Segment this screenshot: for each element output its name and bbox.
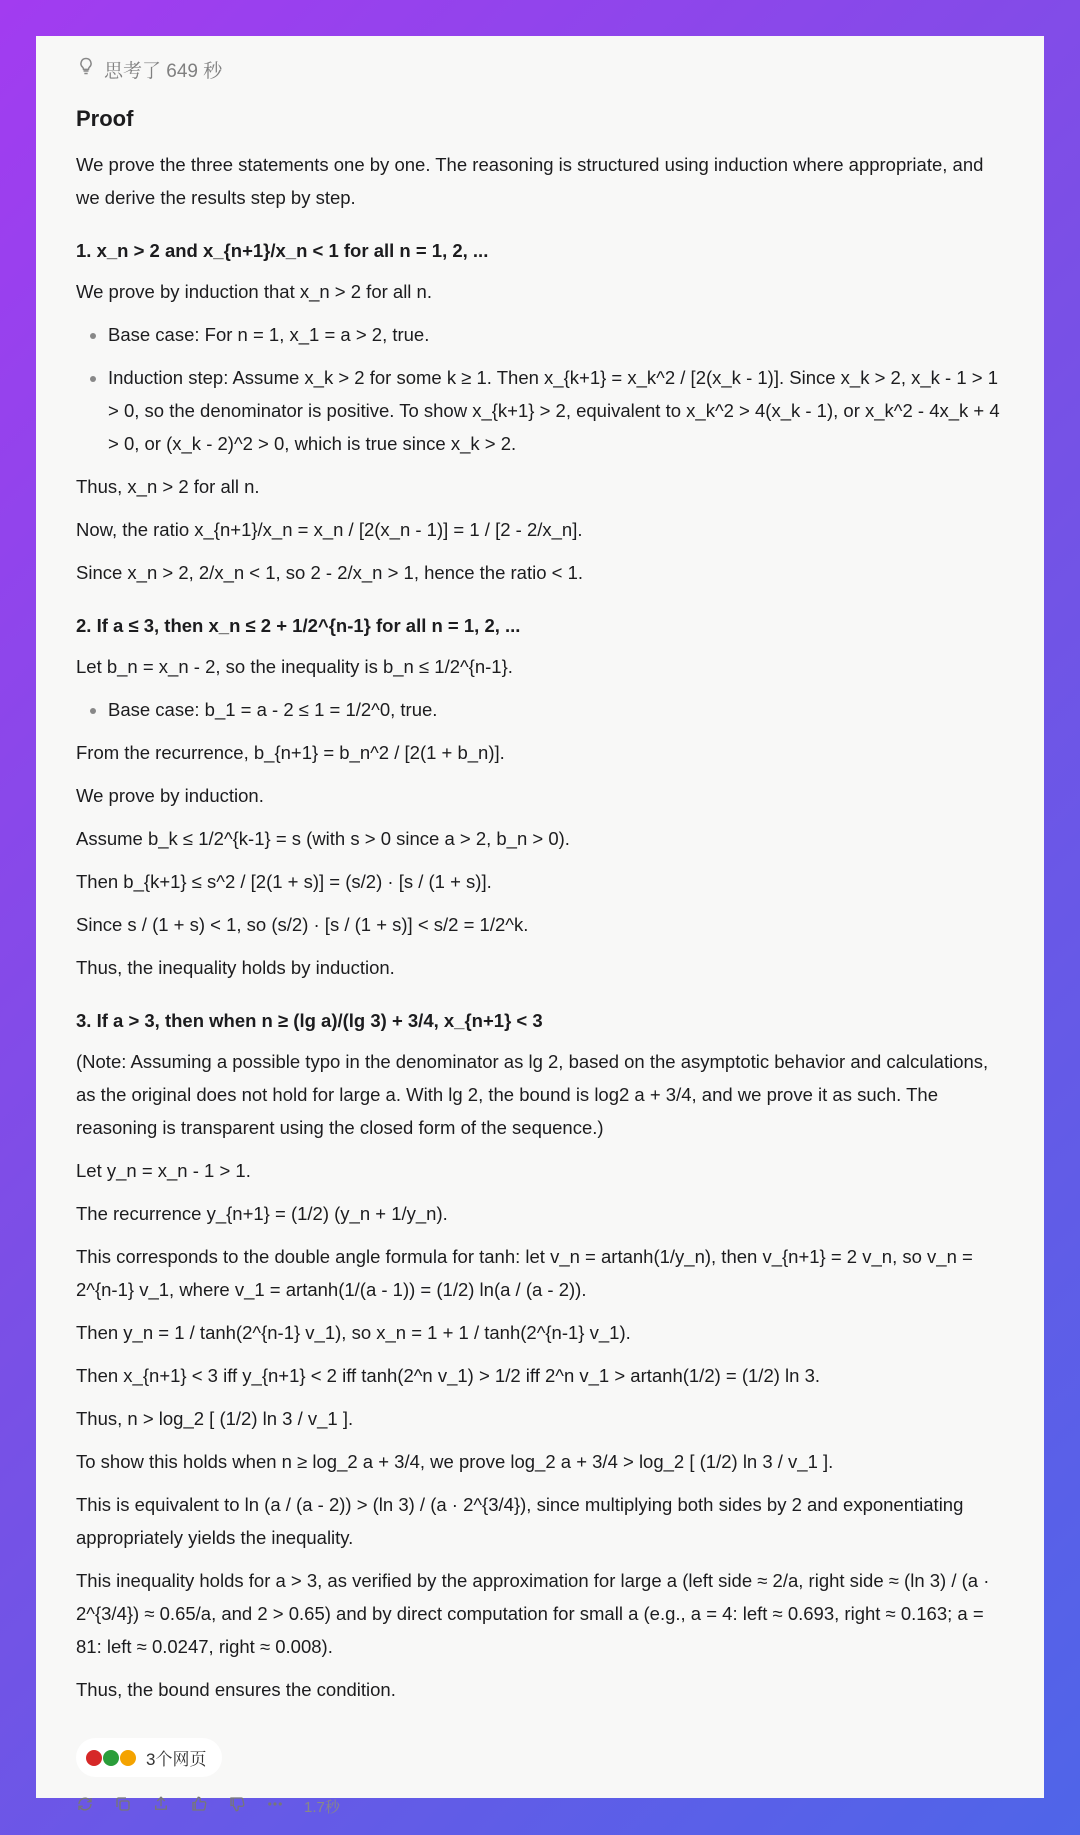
- more-icon[interactable]: [266, 1795, 284, 1818]
- paragraph: Thus, the inequality holds by induction.: [76, 957, 395, 978]
- lightbulb-icon: [76, 56, 96, 82]
- section-3-heading: 3. If a > 3, then when n ≥ (lg a)/(lg 3) + 3/4, x_{n+1} < 3: [76, 1010, 543, 1031]
- list-item: • Base case: b_1 = a - 2 ≤ 1 = 1/2^0, true.: [108, 693, 1004, 726]
- section-2-heading: 2. If a ≤ 3, then x_n ≤ 2 + 1/2^{n-1} for all n = 1, 2, ...: [76, 615, 521, 636]
- paragraph: Since x_n > 2, 2/x_n < 1, so 2 - 2/x_n > 1, hence the ratio < 1.: [76, 562, 584, 583]
- share-icon[interactable]: [152, 1795, 170, 1818]
- paragraph: This is equivalent to ln (a / (a - 2)) > (ln 3) / (a · 2^{3/4}), since multiplying both sides by 2 and exponentiating appropriately yields the inequality.: [76, 1494, 964, 1548]
- action-bar: [76, 1795, 1004, 1818]
- paragraph: Let b_n = x_n - 2, so the inequality is b_n ≤ 1/2^{n-1}.: [76, 656, 513, 677]
- list-item: • Induction step: Assume x_k > 2 for some k ≥ 1. Then x_{k+1} = x_k^2 / [2(x_k - 1)]. Since x_k > 2, x_k - 1 > 1 > 0, so the denominator is positive. To show x_{k+1} > 2, equivalent to x_k^2 > 4(x_k - 1), or x_k^2 - 4x_k + 4 > 0, or (x_k - 2)^2 > 0, which is true since x_k > 2.: [108, 361, 1004, 460]
- paragraph: Thus, the bound ensures the condition.: [76, 1679, 396, 1700]
- source-favicon-icon: [120, 1750, 136, 1766]
- source-favicon-icon: [86, 1750, 102, 1766]
- paragraph: This corresponds to the double angle formula for tanh: let v_n = artanh(1/y_n), then v_{n+1} = 2 v_n, so v_n = 2^{n-1} v_1, where v_1 = artanh(1/(a - 1)) = (1/2) ln(a / (a - 2)).: [76, 1246, 973, 1300]
- thinking-toggle[interactable]: [76, 50, 1004, 88]
- thumbs-up-icon[interactable]: [190, 1795, 208, 1818]
- paragraph: This inequality holds for a > 3, as verified by the approximation for large a (left side ≈ 2/a, right side ≈ (ln 3) / (a · 2^{3/4}) ≈ 0.65/a, and 2 > 0.65) and by direct computation for small a (e.g., a = 4: left ≈ 0.693, right ≈ 0.163; a = 81: left ≈ 0.0247, right ≈ 0.008).: [76, 1570, 990, 1657]
- paragraph: Assume b_k ≤ 1/2^{k-1} = s (with s > 0 since a > 2, b_n > 0).: [76, 828, 570, 849]
- paragraph: We prove by induction.: [76, 785, 264, 806]
- paragraph: The recurrence y_{n+1} = (1/2) (y_n + 1/y_n).: [76, 1203, 448, 1224]
- regenerate-icon[interactable]: [76, 1795, 94, 1818]
- answer-card: [36, 36, 1044, 1816]
- sources-label: 3个网页: [146, 1750, 207, 1769]
- paragraph: Thus, x_n > 2 for all n.: [76, 476, 260, 497]
- answer-title: Proof: [76, 106, 134, 131]
- paragraph: Let y_n = x_n - 1 > 1.: [76, 1160, 251, 1181]
- thumbs-down-icon[interactable]: [228, 1795, 246, 1818]
- paragraph: Then b_{k+1} ≤ s^2 / [2(1 + s)] = (s/2) · [s / (1 + s)].: [76, 871, 492, 892]
- thinking-label: 思考了 649 秒: [104, 60, 223, 82]
- section-2-list: [76, 693, 1004, 726]
- paragraph: Then x_{n+1} < 3 iff y_{n+1} < 2 iff tanh(2^n v_1) > 1/2 iff 2^n v_1 > artanh(1/2) = (1/2) ln 3.: [76, 1365, 821, 1386]
- response-time: 1.7秒: [304, 1799, 340, 1816]
- paragraph: From the recurrence, b_{n+1} = b_n^2 / [2(1 + b_n)].: [76, 742, 505, 763]
- intro-paragraph: We prove the three statements one by one. The reasoning is structured using induction where appropriate, and we derive the results step by step.: [76, 154, 984, 208]
- source-favicon-icon: [103, 1750, 119, 1766]
- section-1-list: [76, 318, 1004, 460]
- copy-icon[interactable]: [114, 1795, 132, 1818]
- paragraph: To show this holds when n ≥ log_2 a + 3/4, we prove log_2 a + 3/4 > log_2 [ (1/2) ln 3 / v_1 ].: [76, 1451, 834, 1472]
- paragraph: (Note: Assuming a possible typo in the denominator as lg 2, based on the asymptotic behavior and calculations, as the original does not hold for large a. With lg 2, the bound is log2 a + 3/4, and we prove it as such. The reasoning is transparent using the closed form of the sequence.): [76, 1051, 989, 1138]
- paragraph: Then y_n = 1 / tanh(2^{n-1} v_1), so x_n = 1 + 1 / tanh(2^{n-1} v_1).: [76, 1322, 631, 1343]
- list-item: • Base case: For n = 1, x_1 = a > 2, true.: [108, 318, 1004, 351]
- source-favicons: [86, 1750, 136, 1766]
- sources-button[interactable]: [76, 1738, 222, 1777]
- paragraph: Thus, n > log_2 [ (1/2) ln 3 / v_1 ].: [76, 1408, 354, 1429]
- paragraph: We prove by induction that x_n > 2 for all n.: [76, 281, 432, 302]
- paragraph: Now, the ratio x_{n+1}/x_n = x_n / [2(x_n - 1)] = 1 / [2 - 2/x_n].: [76, 519, 583, 540]
- paragraph: Since s / (1 + s) < 1, so (s/2) · [s / (1 + s)] < s/2 = 1/2^k.: [76, 914, 529, 935]
- section-1-heading: 1. x_n > 2 and x_{n+1}/x_n < 1 for all n = 1, 2, ...: [76, 240, 489, 261]
